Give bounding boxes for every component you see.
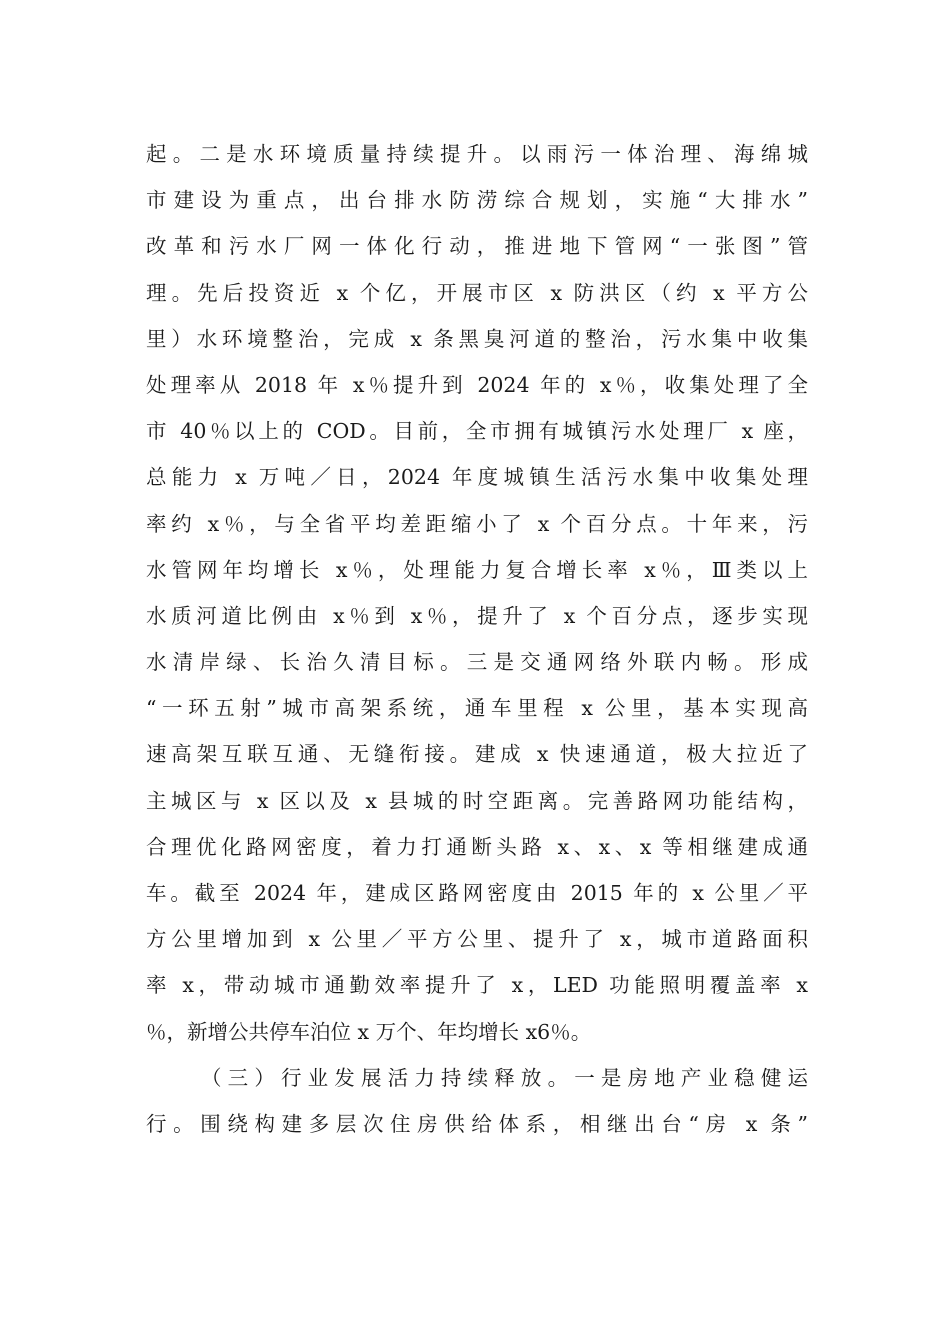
text-line: 起。二是水环境质量持续提升。以雨污一体治理、海绵城 [146, 142, 808, 166]
text-line: 率约 x％，与全省平均差距缩小了 x 个百分点。十年来，污 [146, 511, 808, 536]
text-line: 里）水环境整治，完成 x 条黑臭河道的整治，污水集中收集 [146, 326, 808, 351]
text-line: 方公里增加到 x 公里／平方公里、提升了 x，城市道路面积 [146, 927, 808, 952]
paragraph-industry-development [146, 1055, 808, 1147]
document-page [146, 131, 808, 1147]
text-line: 水管网年均增长 x％，处理能力复合增长率 x％，Ⅲ类以上 [146, 557, 808, 582]
section-heading-line: （三）行业发展活力持续释放。一是房地产业稳健运 [201, 1065, 808, 1090]
text-line: “一环五射”城市高架系统，通车里程 x 公里，基本实现高 [146, 696, 808, 721]
text-line: 速高架互联互通、无缝衔接。建成 x 快速通道，极大拉近了 [146, 742, 808, 767]
text-line: 水清岸绿、长治久清目标。三是交通网络外联内畅。形成 [146, 650, 808, 675]
text-line: 理。先后投资近 x 个亿，开展市区 x 防洪区（约 x 平方公 [146, 280, 808, 305]
text-line: ％，新增公共停车泊位 x 万个、年均增长 x6％。 [146, 1019, 592, 1044]
text-line: 水质河道比例由 x％到 x％，提升了 x 个百分点，逐步实现 [146, 603, 808, 628]
text-line: 市建设为重点，出台排水防涝综合规划，实施“大排水” [146, 188, 808, 213]
text-line: 处理率从 2018 年 x％提升到 2024 年的 x％，收集处理了全 [146, 372, 808, 397]
text-line: 主城区与 x 区以及 x 县城的时空距离。完善路网功能结构， [146, 788, 808, 813]
text-line: 市 40％以上的 COD。目前，全市拥有城镇污水处理厂 x 座， [146, 419, 808, 444]
text-line: 合理优化路网密度，着力打通断头路 x、x、x 等相继建成通 [146, 834, 808, 859]
text-line: 改革和污水厂网一体化行动，推进地下管网“一张图”管 [146, 234, 808, 259]
text-line: 总能力 x 万吨／日，2024 年度城镇生活污水集中收集处理 [146, 465, 808, 490]
text-line: 率 x，带动城市通勤效率提升了 x，LED 功能照明覆盖率 x [146, 973, 808, 998]
text-line: 车。截至 2024 年，建成区路网密度由 2015 年的 x 公里／平 [146, 881, 808, 905]
text-line: 行。围绕构建多层次住房供给体系，相继出台“房 x 条” [146, 1111, 808, 1136]
paragraph-water-transport [146, 131, 808, 1055]
